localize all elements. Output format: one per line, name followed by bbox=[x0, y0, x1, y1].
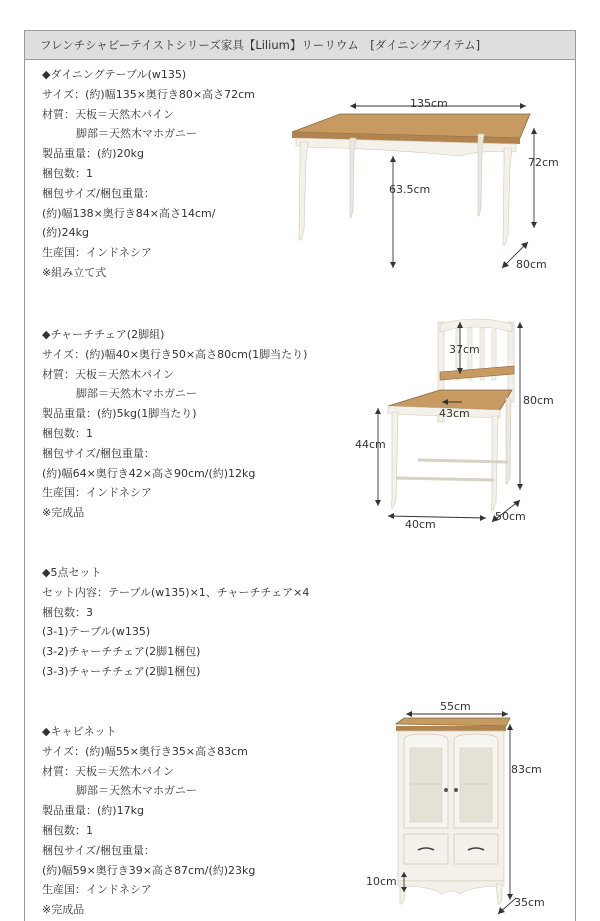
table-height-label: 72cm bbox=[528, 156, 559, 169]
table-leg-front-left bbox=[299, 142, 308, 240]
chair-leg-back-right bbox=[506, 398, 511, 484]
cabinet-spec bbox=[42, 722, 255, 920]
cabinet-spec-origin: 生産国：インドネシア bbox=[42, 883, 152, 897]
cabinet-leg-height-label: 10cm bbox=[366, 875, 397, 888]
cabinet-depth-label: 35cm bbox=[514, 896, 545, 909]
chair-stretcher bbox=[396, 478, 494, 480]
chair-spec-package-size: (約)幅64×奥行き42×高さ90cm/(約)12kg bbox=[42, 466, 256, 480]
cabinet-skirt bbox=[398, 881, 504, 894]
chair-spec-package-size-label: 梱包サイズ/梱包重量： bbox=[42, 446, 155, 460]
table-spec-size: サイズ：(約)幅135×奥行き80×高さ72cm bbox=[42, 87, 255, 101]
set-spec bbox=[42, 563, 309, 682]
table-spec-packages: 梱包数：1 bbox=[42, 166, 93, 180]
cabinet-spec-package-size: (約)幅59×奥行き39×高さ87cm/(約)23kg bbox=[42, 863, 256, 877]
chair-height-label: 80cm bbox=[523, 394, 554, 407]
cabinet-spec-size: サイズ：(約)幅55×奥行き35×高さ83cm bbox=[42, 744, 248, 758]
set-spec-contents: セット内容：テーブル(w135)×1、チャーチチェア×4 bbox=[42, 585, 310, 599]
table-spec-package-weight: (約)24kg bbox=[42, 226, 89, 240]
chair-back-wood-rail bbox=[440, 366, 514, 380]
table-leg-front-right bbox=[503, 148, 512, 245]
cabinet-spec-packages: 梱包数：1 bbox=[42, 823, 93, 837]
chair-back-top-rail bbox=[440, 319, 512, 332]
chair-spec-origin: 生産国：インドネシア bbox=[42, 486, 152, 500]
cabinet-spec-weight: 製品重量：(約)17kg bbox=[42, 804, 144, 818]
table-spec-origin: 生産国：インドネシア bbox=[42, 246, 152, 260]
cabinet-spec-package-size-label: 梱包サイズ/梱包重量： bbox=[42, 843, 155, 857]
table-spec-title: ◆ダイニングテーブル(w135) bbox=[42, 68, 187, 81]
cabinet-spec-material-legs: 脚部＝天然木マホガニー bbox=[76, 784, 197, 798]
cabinet-leg-right bbox=[496, 884, 502, 904]
chair-spec bbox=[42, 325, 307, 523]
table-spec-package-size-label: 梱包サイズ/梱包重量： bbox=[42, 186, 155, 200]
cabinet-width-label: 55cm bbox=[440, 700, 471, 713]
chair-spec-weight: 製品重量：(約)5kg(1脚当たり) bbox=[42, 407, 197, 421]
set-spec-packages: 梱包数：3 bbox=[42, 605, 93, 619]
chair-spec-material-legs: 脚部＝天然木マホガニー bbox=[76, 387, 197, 401]
table-spec-material: 材質：天板＝天然木パイン bbox=[42, 107, 174, 121]
chair-width-label: 40cm bbox=[405, 518, 436, 531]
table-leg-back-left bbox=[350, 138, 356, 218]
cabinet-height-label: 83cm bbox=[511, 763, 542, 776]
chair-back-height-label: 37cm bbox=[449, 343, 480, 356]
chair-spec-material: 材質：天板＝天然木パイン bbox=[42, 367, 174, 381]
cabinet-spec-note: ※完成品 bbox=[42, 903, 85, 917]
page-title: フレンチシャビーテイストシリーズ家具【Lilium】リーリウム [ダイニングアイテム] bbox=[25, 31, 575, 60]
table-spec-material-legs: 脚部＝天然木マホガニー bbox=[76, 127, 197, 141]
set-spec-package-2: (3-2)チャーチチェア(2脚1梱包) bbox=[42, 645, 201, 659]
table-width-label: 135cm bbox=[410, 97, 448, 110]
cabinet-spec-title: ◆キャビネット bbox=[42, 725, 117, 738]
cabinet-top bbox=[396, 718, 510, 726]
set-spec-package-3: (3-3)チャーチチェア(2脚1梱包) bbox=[42, 664, 201, 678]
table-spec-note: ※組み立て式 bbox=[42, 265, 107, 279]
chair-width-arrow bbox=[388, 516, 486, 518]
cabinet-spec-material: 材質：天板＝天然木パイン bbox=[42, 764, 174, 778]
cabinet-drawer-right bbox=[454, 834, 498, 864]
table-spec-package-size: (約)幅138×奥行き84×高さ14cm/ bbox=[42, 206, 216, 220]
chair-spec-size: サイズ：(約)幅40×奥行き50×高さ80cm(1脚当たり) bbox=[42, 347, 308, 361]
chair-depth-label: 50cm bbox=[495, 510, 526, 523]
chair-leg-front-left bbox=[391, 412, 398, 508]
chair-spec-title: ◆チャーチチェア(2脚組) bbox=[42, 328, 165, 341]
set-spec-package-1: (3-1)テーブル(w135) bbox=[42, 625, 151, 639]
table-spec bbox=[42, 65, 255, 283]
chair-spec-packages: 梱包数：1 bbox=[42, 426, 93, 440]
table-spec-weight: 製品重量：(約)20kg bbox=[42, 147, 144, 161]
chair-seat-depth-label: 43cm bbox=[439, 407, 470, 420]
table-leg-height-label: 63.5cm bbox=[389, 183, 431, 196]
table-depth-label: 80cm bbox=[516, 258, 547, 271]
set-spec-title: ◆5点セット bbox=[42, 566, 102, 579]
cabinet-drawer-left bbox=[404, 834, 448, 864]
chair-spec-note: ※完成品 bbox=[42, 506, 85, 520]
chair-seat-height-label: 44cm bbox=[355, 438, 386, 451]
